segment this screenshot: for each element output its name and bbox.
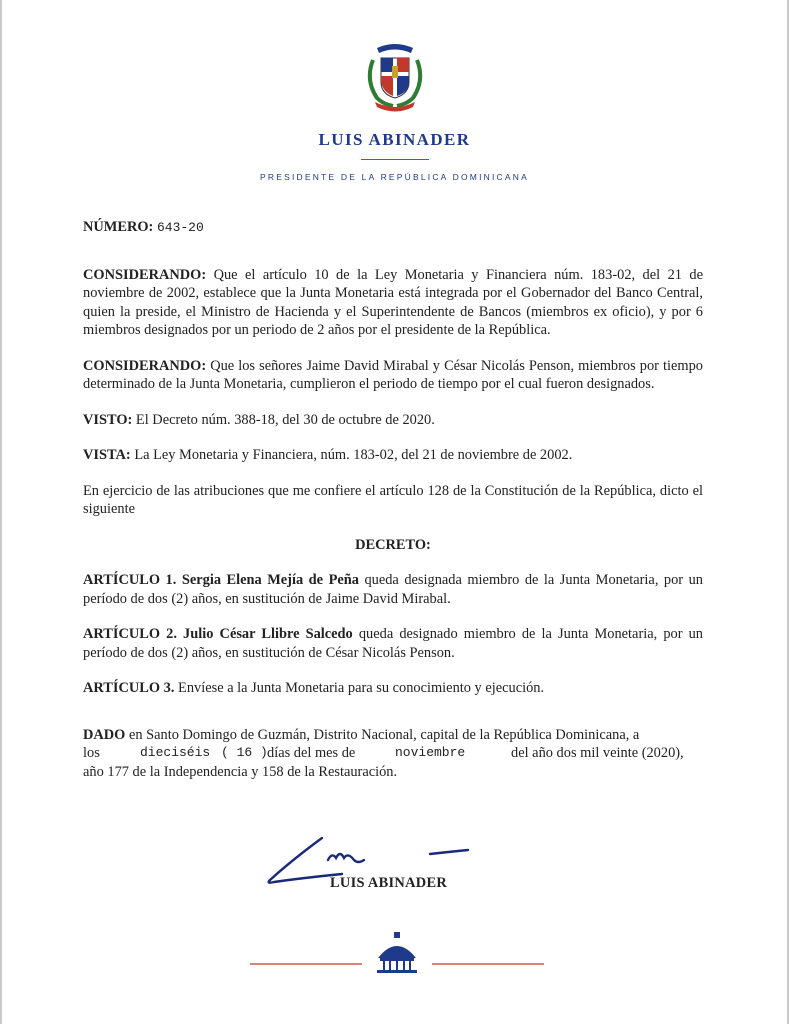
- decreto-heading: DECRETO:: [355, 536, 431, 553]
- number-value: 643-20: [156, 220, 204, 235]
- visto: [83, 411, 703, 430]
- considerando-2: [83, 357, 703, 394]
- decree-body: [83, 218, 703, 781]
- articulo-1-label: ARTÍCULO 1. Sergia Elena Mejía de Peña: [83, 572, 359, 588]
- articulo-1: [83, 571, 703, 608]
- day-number: ( 16 ): [221, 745, 268, 760]
- ejercicio: En ejercicio de las atribuciones que me confiere el artículo 128 de la Constitución de la República, dicto el siguiente: [83, 482, 703, 517]
- dado-line-2: [83, 744, 703, 763]
- day-word: dieciséis: [140, 745, 211, 760]
- letterhead: [0, 40, 789, 182]
- month: noviembre: [395, 745, 466, 760]
- vista: [83, 446, 703, 465]
- signatory-name: LUIS ABINADER: [330, 875, 448, 891]
- articulo-3-label: ARTÍCULO 3.: [83, 680, 175, 696]
- decree-number: [83, 218, 703, 238]
- articulo-3: [83, 679, 703, 698]
- considerando-2-label: CONSIDERANDO:: [83, 357, 207, 374]
- considerando-1-text: Que el artículo 10 de la Ley Monetaria y Financiera núm. 183-02, del 21 de noviembre de 2002, establece que la Junta Monetaria está integrada por el Gobernador del Banco Central, quien la preside, el Ministro de Hacienda y el Superintendente de Bancos (miembros ex oficio), y por 6 miembros designados por un periodo de 2 años por el presidente de la República.: [83, 266, 703, 338]
- dado-block: [83, 726, 703, 782]
- articulo-3-text: Envíese a la Junta Monetaria para su conocimiento y ejecución.: [174, 680, 545, 696]
- considerando-2-text: Que los señores Jaime David Mirabal y César Nicolás Penson, miembros por tiempo determinado de la Junta Monetaria, cumplieron el periodo de tiempo por el cual fueron designados.: [83, 357, 703, 392]
- number-label: NÚMERO:: [83, 219, 154, 235]
- articulo-2-label: ARTÍCULO 2. Julio César Llibre Salcedo: [83, 626, 353, 642]
- dado-line-3: año 177 de la Independencia y 158 de la Restauración.: [83, 763, 398, 780]
- president-name: LUIS ABINADER: [318, 130, 471, 149]
- los-text: los: [83, 745, 100, 761]
- president-title: PRESIDENTE DE LA REPÚBLICA DOMINICANA: [260, 172, 529, 182]
- divider: [361, 159, 429, 160]
- year-text: del año dos mil veinte (2020),: [511, 745, 684, 761]
- dome-emblem-icon: [377, 932, 417, 973]
- dominican-coat-of-arms-icon: [363, 40, 427, 112]
- vista-text: La Ley Monetaria y Financiera, núm. 183-02, del 21 de noviembre de 2002.: [130, 447, 573, 463]
- articulo-2-text: queda designado miembro de la Junta Monetaria, por un período de dos (2) años, en sustitución de César Nicolás Penson.: [83, 626, 703, 661]
- considerando-1-label: CONSIDERANDO:: [83, 266, 207, 283]
- dado-text-1: en Santo Domingo de Guzmán, Distrito Nacional, capital de la República Dominicana, a: [125, 726, 640, 743]
- articulo-1-text: queda designada miembro de la Junta Monetaria, por un período de dos (2) años, en sustitución de Jaime David Mirabal.: [83, 572, 703, 607]
- vista-label: VISTA:: [83, 447, 131, 463]
- dias-text: días del mes de: [267, 745, 356, 761]
- visto-label: VISTO:: [83, 411, 133, 428]
- visto-text: El Decreto núm. 388-18, del 30 de octubre de 2020.: [132, 411, 435, 428]
- dado-label: DADO: [83, 726, 126, 743]
- articulo-2: [83, 625, 703, 662]
- considerando-1: [83, 266, 703, 340]
- dado-line-1: [83, 726, 703, 745]
- footer: [0, 928, 789, 978]
